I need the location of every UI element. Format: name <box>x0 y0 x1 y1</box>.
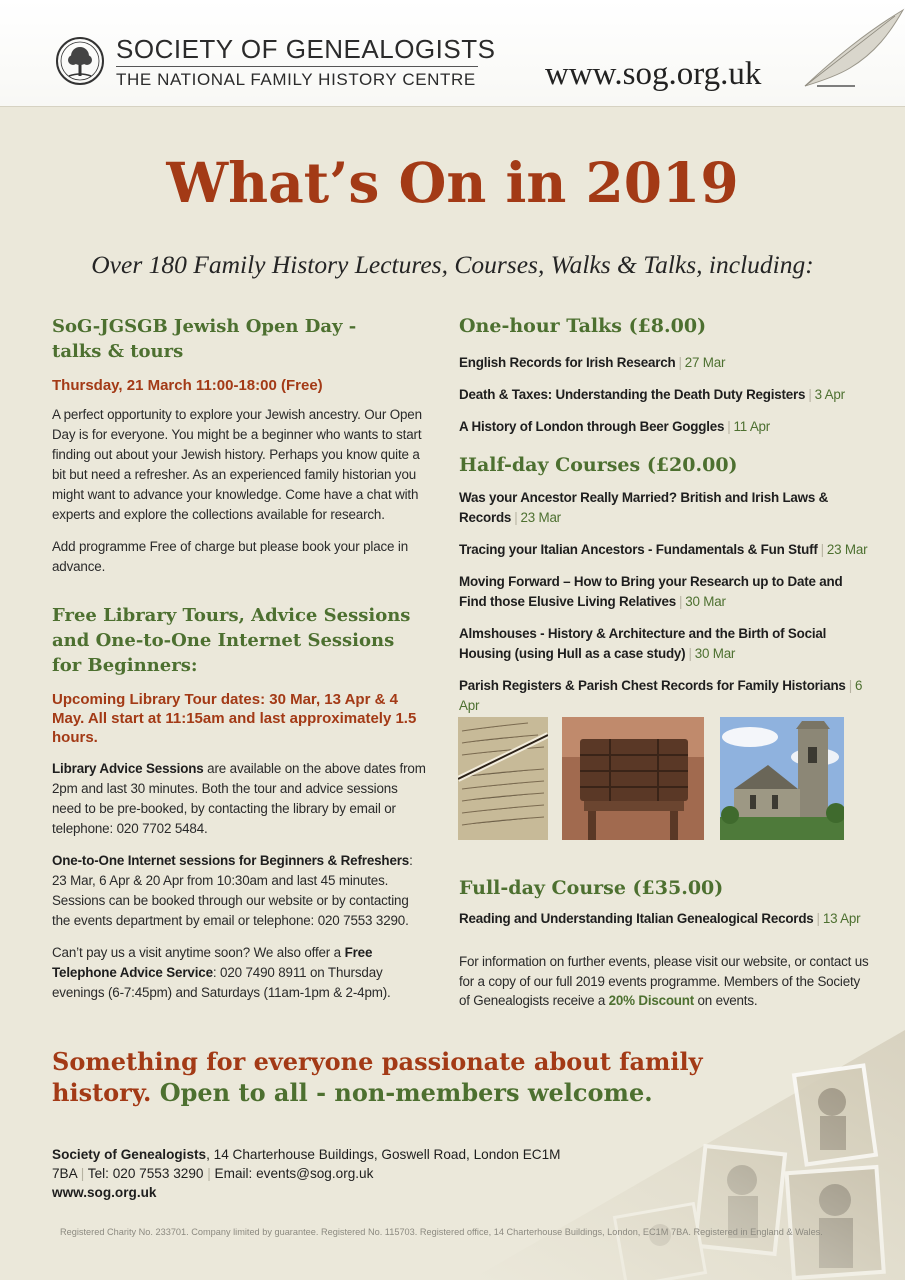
header <box>0 0 905 107</box>
footer-website-link[interactable]: www.sog.org.uk <box>52 1185 157 1200</box>
telephone-service-label: Free Telephone Advice Service <box>52 945 373 980</box>
telephone-service-intro: Can’t pay us a visit anytime soon? We also offer a <box>52 945 345 960</box>
footer-street-address: , 14 Charterhouse Buildings, Goswell Road, London EC1M 7BA <box>52 1147 561 1181</box>
event-date: 11 Apr <box>733 419 771 434</box>
event-date: 30 Mar <box>694 646 736 661</box>
halfday-heading: Half-day Courses (£20.00) <box>459 454 738 476</box>
library-advice-paragraph <box>52 759 426 839</box>
internet-sessions-text: : 23 Mar, 6 Apr & 20 Apr from 10:30am and last 45 minutes. Sessions can be booked through our website or by contacting the events department by email or telephone: 020 7553 3290. <box>52 853 413 928</box>
legal-notice: Registered Charity No. 233701. Company limited by guarantee. Registered No. 115703. Registered office, 14 Charterhouse Buildings, London, EC1M 7BA. Registered in England & Wales. <box>60 1227 823 1237</box>
event-item: English Records for Irish Research | 27 Mar <box>459 355 726 370</box>
event-date: 30 Mar <box>685 594 726 609</box>
further-info-text: For information on further events, please visit our website, or contact us for a copy of our full 2019 events programme. Members of the Society of Genealogists receive a <box>459 954 869 1008</box>
event-title: Reading and Understanding Italian Genealogical Records <box>459 911 814 926</box>
event-date: 27 Mar <box>684 355 726 370</box>
tagline <box>52 1046 732 1108</box>
tree-emblem-logo <box>55 36 105 86</box>
page-title: What’s On in 2019 <box>166 150 739 215</box>
event-date: 23 Mar <box>826 542 868 557</box>
footer-org-name: Society of Genealogists <box>52 1147 207 1162</box>
event-item: Was your Ancestor Really Married? British and Irish Laws & Records | 23 Mar <box>459 490 829 525</box>
org-subtitle: THE NATIONAL FAMILY HISTORY CENTRE <box>116 70 476 89</box>
library-advice-text: are available on the above dates from 2pm and last 30 minutes. Both the tour and advice sessions need to be pre-booked, by contacting the library by email or telephone: 020 7702 5484. <box>52 761 426 836</box>
event-title: A History of London through Beer Goggles <box>459 419 725 434</box>
footer-telephone: Tel: 020 7553 3290 <box>87 1166 204 1181</box>
telephone-service-text: : 020 7490 8911 on Thursday evenings (6-7:45pm) and Saturdays (11am-1pm & 2-4pm). <box>52 965 391 1000</box>
event-date: 3 Apr <box>814 387 845 402</box>
header-website-link[interactable]: www.sog.org.uk <box>545 56 762 92</box>
open-day-date: Thursday, 21 March 11:00-18:00 (Free) <box>52 377 323 394</box>
event-date: 13 Apr <box>822 911 861 926</box>
onehour-heading: One-hour Talks (£8.00) <box>459 315 707 337</box>
footer-address: Society of Genealogists, 14 Charterhouse Buildings, Goswell Road, London EC1M 7BA | Tel: 020 7553 3290 | Email: events@sog.org.uk www.sog.org.uk <box>52 1147 561 1200</box>
event-item: Parish Registers & Parish Chest Records for Family Historians | 6 Apr <box>459 678 863 713</box>
event-item: Tracing your Italian Ancestors - Fundamentals & Fun Stuff | 23 Mar <box>459 542 868 557</box>
event-item: Moving Forward – How to Bring your Research up to Date and Find those Elusive Living Relatives | 30 Mar <box>459 574 843 609</box>
page-subtitle: Over 180 Family History Lectures, Courses, Walks & Talks, including: <box>91 250 814 279</box>
photo-strip <box>458 717 844 840</box>
event-item: Reading and Understanding Italian Genealogical Records | 13 Apr <box>459 911 861 926</box>
library-tour-dates: Upcoming Library Tour dates: 30 Mar, 13 Apr & 4 May. All start at 11:15am and last approximately 1.5 hours. <box>52 691 417 746</box>
event-title: English Records for Irish Research <box>459 355 676 370</box>
old-document-photo <box>458 717 548 840</box>
parish-chest-photo <box>562 717 704 840</box>
event-title: Tracing your Italian Ancestors - Fundamentals & Fun Stuff <box>459 542 818 557</box>
church-photo <box>720 717 844 840</box>
further-info-paragraph <box>459 952 869 1011</box>
library-advice-label: Library Advice Sessions <box>52 761 204 776</box>
internet-sessions-label: One-to-One Internet sessions for Beginners & Refreshers <box>52 853 410 868</box>
event-title: Moving Forward – How to Bring your Research up to Date and Find those Elusive Living Relatives <box>459 574 843 609</box>
internet-sessions-paragraph <box>52 851 426 931</box>
open-day-booking-note: Add programme Free of charge but please book your place in advance. <box>52 539 409 574</box>
open-day-heading-line1: SoG-JGSGB Jewish Open Day - <box>52 316 357 337</box>
fullday-heading: Full-day Course (£35.00) <box>459 877 724 899</box>
fullday-section <box>459 876 869 941</box>
tagline-part1: Something for everyone passionate about family history. <box>52 1047 703 1107</box>
event-title: Almshouses - History & Architecture and the Birth of Social Housing (using Hull as a case study) <box>459 626 827 661</box>
library-heading: Free Library Tours, Advice Sessions and One-to-One Internet Sessions for Beginners: <box>52 605 411 676</box>
event-item: Almshouses - History & Architecture and the Birth of Social Housing (using Hull as a case study) | 30 Mar <box>459 626 827 661</box>
event-title: Was your Ancestor Really Married? British and Irish Laws & Records <box>459 490 829 525</box>
event-item: Death & Taxes: Understanding the Death Duty Registers | 3 Apr <box>459 387 845 402</box>
event-title: Death & Taxes: Understanding the Death Duty Registers <box>459 387 806 402</box>
open-day-heading-line2: talks & tours <box>52 341 184 362</box>
quill-pen-icon <box>795 8 905 90</box>
discount-highlight: 20% Discount <box>608 993 695 1008</box>
open-day-heading <box>52 314 426 364</box>
tagline-part2: Open to all - non-members welcome. <box>159 1078 653 1107</box>
telephone-service-paragraph <box>52 943 426 1003</box>
event-title: Parish Registers & Parish Chest Records for Family Historians <box>459 678 846 693</box>
event-date: 6 Apr <box>459 678 863 713</box>
footer-email[interactable]: Email: events@sog.org.uk <box>214 1166 374 1181</box>
right-column <box>459 314 869 728</box>
event-date: 23 Mar <box>520 510 561 525</box>
further-info-end: on events. <box>694 993 758 1008</box>
event-item: A History of London through Beer Goggles | 11 Apr <box>459 419 771 434</box>
header-rule <box>116 66 478 67</box>
open-day-description: A perfect opportunity to explore your Jewish ancestry. Our Open Day is for everyone. You might be a beginner who wants to start finding out about your Jewish history. Perhaps you know quite a bit but need a refresher. As an experienced family historian you might want to advance your knowledge. Come have a chat with experts and explore the collections available for research. <box>52 407 422 522</box>
org-name: SOCIETY OF GENEALOGISTS <box>116 34 496 64</box>
left-column <box>52 314 426 1015</box>
